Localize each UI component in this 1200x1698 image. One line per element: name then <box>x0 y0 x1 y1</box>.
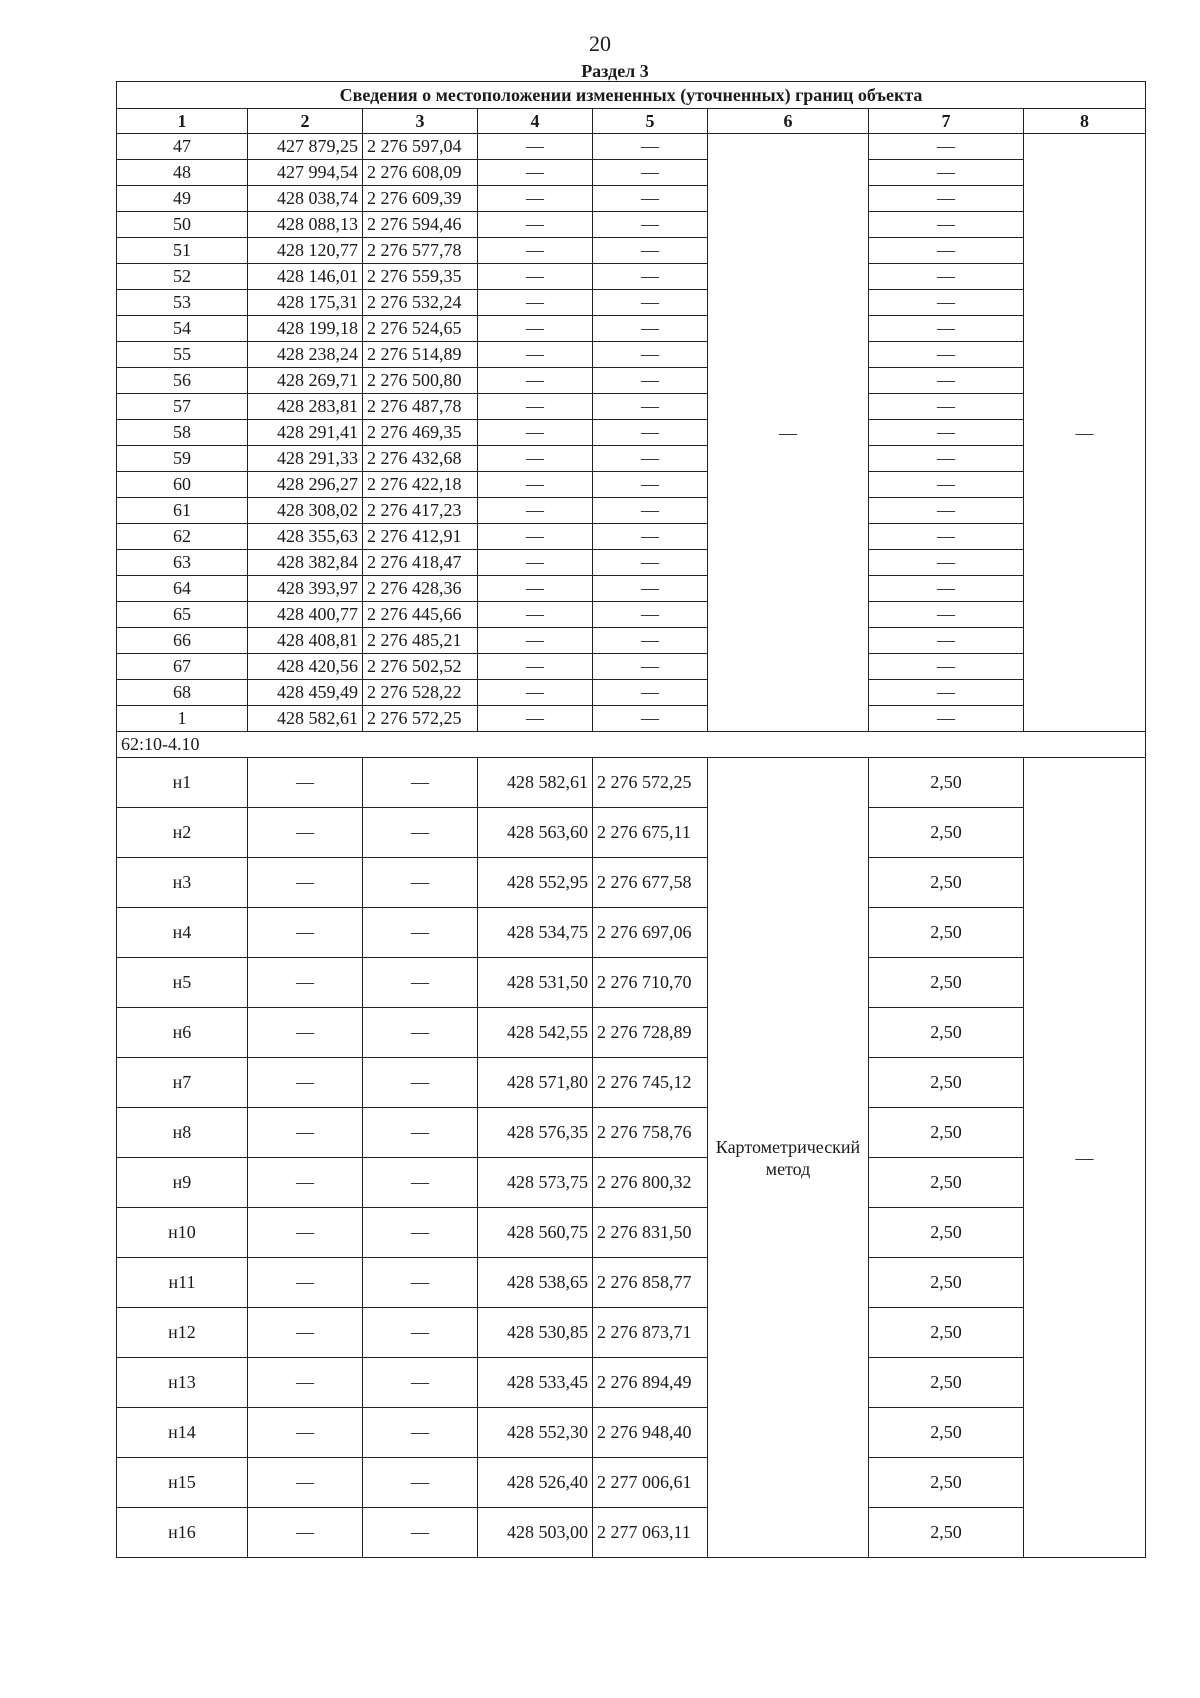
existing-x-cell: 428 088,13 <box>248 212 363 238</box>
existing-y-cell: 2 276 485,21 <box>363 628 478 654</box>
point-number-cell: н8 <box>117 1108 248 1158</box>
accuracy-cell: — <box>869 576 1024 602</box>
accuracy-cell: 2,50 <box>869 1358 1024 1408</box>
accuracy-cell: — <box>869 264 1024 290</box>
column-number: 1 <box>117 109 248 134</box>
new-x-cell: — <box>478 264 593 290</box>
existing-y-cell: — <box>363 758 478 808</box>
new-y-cell: — <box>593 472 708 498</box>
table-row <box>117 680 1146 706</box>
new-y-cell: — <box>593 368 708 394</box>
point-number-cell: 51 <box>117 238 248 264</box>
existing-x-cell: 428 393,97 <box>248 576 363 602</box>
new-x-cell: — <box>478 238 593 264</box>
new-y-cell: 2 276 831,50 <box>593 1208 708 1258</box>
new-x-cell: — <box>478 576 593 602</box>
existing-x-cell: 427 994,54 <box>248 160 363 186</box>
point-number-cell: 61 <box>117 498 248 524</box>
accuracy-cell: — <box>869 706 1024 732</box>
existing-x-cell: 428 238,24 <box>248 342 363 368</box>
new-x-cell: — <box>478 212 593 238</box>
new-y-cell: — <box>593 550 708 576</box>
point-number-cell: 59 <box>117 446 248 472</box>
accuracy-cell: 2,50 <box>869 1058 1024 1108</box>
existing-y-cell: 2 276 445,66 <box>363 602 478 628</box>
existing-x-cell: 428 146,01 <box>248 264 363 290</box>
new-x-cell: — <box>478 186 593 212</box>
point-number-cell: н1 <box>117 758 248 808</box>
point-number-cell: 66 <box>117 628 248 654</box>
existing-y-cell: 2 276 514,89 <box>363 342 478 368</box>
existing-x-cell: — <box>248 858 363 908</box>
point-number-cell: н14 <box>117 1408 248 1458</box>
new-x-cell: 428 530,85 <box>478 1308 593 1358</box>
new-y-cell: 2 276 758,76 <box>593 1108 708 1158</box>
table-row <box>117 1158 1146 1208</box>
existing-x-cell: 427 879,25 <box>248 134 363 160</box>
existing-x-cell: 428 582,61 <box>248 706 363 732</box>
point-number-cell: н12 <box>117 1308 248 1358</box>
new-y-cell: — <box>593 264 708 290</box>
existing-y-cell: 2 276 559,35 <box>363 264 478 290</box>
table-row <box>117 472 1146 498</box>
new-x-cell: — <box>478 524 593 550</box>
table-row <box>117 134 1146 160</box>
new-y-cell: — <box>593 186 708 212</box>
new-y-cell: — <box>593 238 708 264</box>
existing-y-cell: 2 276 412,91 <box>363 524 478 550</box>
table-row <box>117 238 1146 264</box>
table-row <box>117 446 1146 472</box>
column-number: 8 <box>1024 109 1146 134</box>
new-x-cell: 428 552,30 <box>478 1408 593 1458</box>
new-y-cell: — <box>593 680 708 706</box>
point-number-cell: 55 <box>117 342 248 368</box>
table-row <box>117 394 1146 420</box>
table-caption: Сведения о местоположении измененных (уточненных) границ объекта <box>117 82 1146 109</box>
existing-x-cell: — <box>248 1358 363 1408</box>
existing-x-cell: 428 355,63 <box>248 524 363 550</box>
new-y-cell: — <box>593 498 708 524</box>
column-number: 2 <box>248 109 363 134</box>
accuracy-cell: — <box>869 186 1024 212</box>
existing-x-cell: 428 120,77 <box>248 238 363 264</box>
existing-y-cell: 2 276 532,24 <box>363 290 478 316</box>
point-number-cell: 1 <box>117 706 248 732</box>
existing-x-cell: 428 420,56 <box>248 654 363 680</box>
existing-y-cell: — <box>363 1058 478 1108</box>
accuracy-cell: — <box>869 524 1024 550</box>
existing-x-cell: 428 199,18 <box>248 316 363 342</box>
new-y-cell: — <box>593 602 708 628</box>
accuracy-cell: — <box>869 446 1024 472</box>
new-y-cell: — <box>593 524 708 550</box>
existing-y-cell: 2 276 572,25 <box>363 706 478 732</box>
table-row <box>117 1508 1146 1558</box>
column-number: 6 <box>708 109 869 134</box>
accuracy-cell: — <box>869 238 1024 264</box>
new-y-cell: — <box>593 316 708 342</box>
existing-y-cell: 2 276 577,78 <box>363 238 478 264</box>
existing-x-cell: — <box>248 1458 363 1508</box>
existing-y-cell: 2 276 594,46 <box>363 212 478 238</box>
accuracy-cell: — <box>869 342 1024 368</box>
existing-x-cell: 428 408,81 <box>248 628 363 654</box>
table-row <box>117 602 1146 628</box>
existing-y-cell: 2 276 528,22 <box>363 680 478 706</box>
point-number-cell: н6 <box>117 1008 248 1058</box>
section-label: Раздел 3 <box>581 61 649 81</box>
new-x-cell: — <box>478 706 593 732</box>
point-number-cell: н10 <box>117 1208 248 1258</box>
new-x-cell: — <box>478 420 593 446</box>
existing-x-cell: — <box>248 1108 363 1158</box>
accuracy-cell: — <box>869 680 1024 706</box>
table-row <box>117 342 1146 368</box>
existing-x-cell: 428 283,81 <box>248 394 363 420</box>
new-y-cell: 2 276 858,77 <box>593 1258 708 1308</box>
new-x-cell: 428 571,80 <box>478 1058 593 1108</box>
existing-y-cell: 2 276 422,18 <box>363 472 478 498</box>
existing-x-cell: 428 269,71 <box>248 368 363 394</box>
accuracy-cell: 2,50 <box>869 908 1024 958</box>
existing-y-cell: — <box>363 808 478 858</box>
point-number-cell: 47 <box>117 134 248 160</box>
point-number-cell: 54 <box>117 316 248 342</box>
table-row <box>117 628 1146 654</box>
new-x-cell: — <box>478 394 593 420</box>
new-y-cell: 2 276 697,06 <box>593 908 708 958</box>
table-row <box>117 316 1146 342</box>
new-x-cell: — <box>478 342 593 368</box>
point-number-cell: 65 <box>117 602 248 628</box>
table-row <box>117 212 1146 238</box>
existing-x-cell: — <box>248 1008 363 1058</box>
accuracy-cell: 2,50 <box>869 1258 1024 1308</box>
page-number: 20 <box>589 31 611 56</box>
existing-y-cell: 2 276 418,47 <box>363 550 478 576</box>
point-number-cell: 58 <box>117 420 248 446</box>
point-number-cell: н4 <box>117 908 248 958</box>
new-x-cell: — <box>478 472 593 498</box>
point-number-cell: 49 <box>117 186 248 212</box>
table-row <box>117 524 1146 550</box>
column-number: 4 <box>478 109 593 134</box>
point-number-cell: н5 <box>117 958 248 1008</box>
table-row <box>117 1058 1146 1108</box>
accuracy-cell: 2,50 <box>869 1308 1024 1358</box>
accuracy-cell: 2,50 <box>869 1508 1024 1558</box>
existing-y-cell: — <box>363 958 478 1008</box>
existing-x-cell: — <box>248 758 363 808</box>
new-y-cell: — <box>593 420 708 446</box>
new-y-cell: 2 276 948,40 <box>593 1408 708 1458</box>
new-y-cell: 2 277 006,61 <box>593 1458 708 1508</box>
point-number-cell: 64 <box>117 576 248 602</box>
existing-y-cell: — <box>363 1158 478 1208</box>
existing-x-cell: — <box>248 1408 363 1458</box>
new-x-cell: 428 538,65 <box>478 1258 593 1308</box>
new-y-cell: 2 276 572,25 <box>593 758 708 808</box>
point-number-cell: н11 <box>117 1258 248 1308</box>
point-number-cell: 60 <box>117 472 248 498</box>
point-number-cell: 68 <box>117 680 248 706</box>
existing-x-cell: 428 382,84 <box>248 550 363 576</box>
accuracy-cell: — <box>869 472 1024 498</box>
existing-x-cell: — <box>248 958 363 1008</box>
table-row <box>117 420 1146 446</box>
coordinates-table <box>116 81 1146 1558</box>
new-y-cell: — <box>593 290 708 316</box>
existing-x-cell: — <box>248 1058 363 1108</box>
accuracy-cell: 2,50 <box>869 1208 1024 1258</box>
accuracy-cell: 2,50 <box>869 808 1024 858</box>
new-x-cell: 428 534,75 <box>478 908 593 958</box>
new-y-cell: — <box>593 706 708 732</box>
new-y-cell: 2 276 800,32 <box>593 1158 708 1208</box>
existing-x-cell: 428 291,41 <box>248 420 363 446</box>
accuracy-cell: — <box>869 134 1024 160</box>
method-cell: — <box>708 134 869 732</box>
new-y-cell: — <box>593 394 708 420</box>
point-number-cell: 52 <box>117 264 248 290</box>
existing-x-cell: — <box>248 1508 363 1558</box>
point-number-cell: 67 <box>117 654 248 680</box>
accuracy-cell: 2,50 <box>869 1158 1024 1208</box>
new-y-cell: — <box>593 134 708 160</box>
table-row <box>117 758 1146 808</box>
existing-y-cell: 2 276 417,23 <box>363 498 478 524</box>
accuracy-cell: — <box>869 394 1024 420</box>
accuracy-cell: — <box>869 498 1024 524</box>
new-x-cell: 428 542,55 <box>478 1008 593 1058</box>
new-y-cell: 2 276 894,49 <box>593 1358 708 1408</box>
existing-x-cell: 428 175,31 <box>248 290 363 316</box>
new-y-cell: — <box>593 160 708 186</box>
existing-y-cell: — <box>363 1508 478 1558</box>
existing-x-cell: 428 296,27 <box>248 472 363 498</box>
existing-y-cell: — <box>363 1008 478 1058</box>
table-row <box>117 498 1146 524</box>
existing-y-cell: 2 276 597,04 <box>363 134 478 160</box>
notes-cell: — <box>1024 758 1146 1558</box>
existing-x-cell: 428 400,77 <box>248 602 363 628</box>
new-y-cell: 2 276 675,11 <box>593 808 708 858</box>
new-x-cell: 428 526,40 <box>478 1458 593 1508</box>
table-row <box>117 1108 1146 1158</box>
new-x-cell: — <box>478 550 593 576</box>
accuracy-cell: — <box>869 550 1024 576</box>
new-y-cell: — <box>593 628 708 654</box>
existing-x-cell: — <box>248 1158 363 1208</box>
column-number: 7 <box>869 109 1024 134</box>
new-x-cell: — <box>478 498 593 524</box>
accuracy-cell: — <box>869 290 1024 316</box>
existing-y-cell: — <box>363 908 478 958</box>
table-row <box>117 654 1146 680</box>
table-row <box>117 264 1146 290</box>
column-number-row <box>117 109 1146 134</box>
point-number-cell: н3 <box>117 858 248 908</box>
table-row <box>117 550 1146 576</box>
new-x-cell: — <box>478 160 593 186</box>
accuracy-cell: — <box>869 420 1024 446</box>
new-x-cell: 428 533,45 <box>478 1358 593 1408</box>
table-row <box>117 808 1146 858</box>
new-x-cell: — <box>478 368 593 394</box>
new-x-cell: 428 573,75 <box>478 1158 593 1208</box>
accuracy-cell: 2,50 <box>869 1008 1024 1058</box>
existing-y-cell: — <box>363 1108 478 1158</box>
column-number: 3 <box>363 109 478 134</box>
accuracy-cell: — <box>869 628 1024 654</box>
table-row <box>117 1408 1146 1458</box>
new-x-cell: — <box>478 628 593 654</box>
accuracy-cell: — <box>869 316 1024 342</box>
existing-x-cell: 428 291,33 <box>248 446 363 472</box>
existing-x-cell: 428 459,49 <box>248 680 363 706</box>
table-row <box>117 1008 1146 1058</box>
new-x-cell: — <box>478 316 593 342</box>
table-row <box>117 160 1146 186</box>
table-row <box>117 1358 1146 1408</box>
existing-y-cell: — <box>363 1308 478 1358</box>
existing-y-cell: 2 276 524,65 <box>363 316 478 342</box>
new-y-cell: 2 277 063,11 <box>593 1508 708 1558</box>
existing-x-cell: 428 308,02 <box>248 498 363 524</box>
new-x-cell: — <box>478 602 593 628</box>
table-row <box>117 576 1146 602</box>
accuracy-cell: 2,50 <box>869 1408 1024 1458</box>
notes-cell: — <box>1024 134 1146 732</box>
existing-y-cell: 2 276 432,68 <box>363 446 478 472</box>
table-row <box>117 186 1146 212</box>
existing-x-cell: 428 038,74 <box>248 186 363 212</box>
new-x-cell: 428 560,75 <box>478 1208 593 1258</box>
existing-y-cell: 2 276 502,52 <box>363 654 478 680</box>
cadastral-subheading: 62:10-4.10 <box>117 732 1146 758</box>
point-number-cell: н2 <box>117 808 248 858</box>
accuracy-cell: — <box>869 654 1024 680</box>
existing-y-cell: — <box>363 1208 478 1258</box>
point-number-cell: н9 <box>117 1158 248 1208</box>
existing-y-cell: — <box>363 1458 478 1508</box>
new-y-cell: 2 276 710,70 <box>593 958 708 1008</box>
existing-y-cell: 2 276 608,09 <box>363 160 478 186</box>
new-x-cell: — <box>478 134 593 160</box>
table-row <box>117 1458 1146 1508</box>
existing-y-cell: 2 276 500,80 <box>363 368 478 394</box>
new-y-cell: — <box>593 654 708 680</box>
existing-x-cell: — <box>248 808 363 858</box>
accuracy-cell: — <box>869 212 1024 238</box>
existing-x-cell: — <box>248 1258 363 1308</box>
method-cell: Картометрический метод <box>708 758 869 1558</box>
accuracy-cell: 2,50 <box>869 1108 1024 1158</box>
existing-y-cell: — <box>363 1408 478 1458</box>
accuracy-cell: 2,50 <box>869 958 1024 1008</box>
point-number-cell: 53 <box>117 290 248 316</box>
accuracy-cell: 2,50 <box>869 1458 1024 1508</box>
new-x-cell: 428 563,60 <box>478 808 593 858</box>
table-row <box>117 1208 1146 1258</box>
point-number-cell: 48 <box>117 160 248 186</box>
table-row <box>117 290 1146 316</box>
existing-y-cell: 2 276 487,78 <box>363 394 478 420</box>
table-row <box>117 1308 1146 1358</box>
existing-y-cell: 2 276 609,39 <box>363 186 478 212</box>
accuracy-cell: 2,50 <box>869 858 1024 908</box>
point-number-cell: 62 <box>117 524 248 550</box>
table-row <box>117 908 1146 958</box>
new-x-cell: 428 531,50 <box>478 958 593 1008</box>
new-x-cell: 428 503,00 <box>478 1508 593 1558</box>
existing-x-cell: — <box>248 1208 363 1258</box>
column-number: 5 <box>593 109 708 134</box>
point-number-cell: н15 <box>117 1458 248 1508</box>
new-y-cell: — <box>593 576 708 602</box>
table-row <box>117 1258 1146 1308</box>
new-x-cell: — <box>478 680 593 706</box>
existing-x-cell: — <box>248 908 363 958</box>
point-number-cell: н16 <box>117 1508 248 1558</box>
accuracy-cell: — <box>869 368 1024 394</box>
existing-y-cell: — <box>363 1258 478 1308</box>
table-row <box>117 958 1146 1008</box>
new-y-cell: — <box>593 342 708 368</box>
accuracy-cell: — <box>869 602 1024 628</box>
point-number-cell: 56 <box>117 368 248 394</box>
new-x-cell: — <box>478 654 593 680</box>
point-number-cell: 63 <box>117 550 248 576</box>
new-y-cell: 2 276 873,71 <box>593 1308 708 1358</box>
new-x-cell: — <box>478 290 593 316</box>
accuracy-cell: 2,50 <box>869 758 1024 808</box>
point-number-cell: н13 <box>117 1358 248 1408</box>
subheading-row <box>117 732 1146 758</box>
table-row <box>117 368 1146 394</box>
table-row <box>117 858 1146 908</box>
new-x-cell: 428 582,61 <box>478 758 593 808</box>
new-y-cell: 2 276 677,58 <box>593 858 708 908</box>
existing-y-cell: — <box>363 858 478 908</box>
new-x-cell: 428 552,95 <box>478 858 593 908</box>
existing-y-cell: 2 276 469,35 <box>363 420 478 446</box>
point-number-cell: 57 <box>117 394 248 420</box>
point-number-cell: 50 <box>117 212 248 238</box>
new-x-cell: 428 576,35 <box>478 1108 593 1158</box>
existing-y-cell: — <box>363 1358 478 1408</box>
new-x-cell: — <box>478 446 593 472</box>
existing-y-cell: 2 276 428,36 <box>363 576 478 602</box>
accuracy-cell: — <box>869 160 1024 186</box>
new-y-cell: 2 276 745,12 <box>593 1058 708 1108</box>
new-y-cell: — <box>593 446 708 472</box>
point-number-cell: н7 <box>117 1058 248 1108</box>
new-y-cell: 2 276 728,89 <box>593 1008 708 1058</box>
existing-x-cell: — <box>248 1308 363 1358</box>
new-y-cell: — <box>593 212 708 238</box>
table-row <box>117 706 1146 732</box>
